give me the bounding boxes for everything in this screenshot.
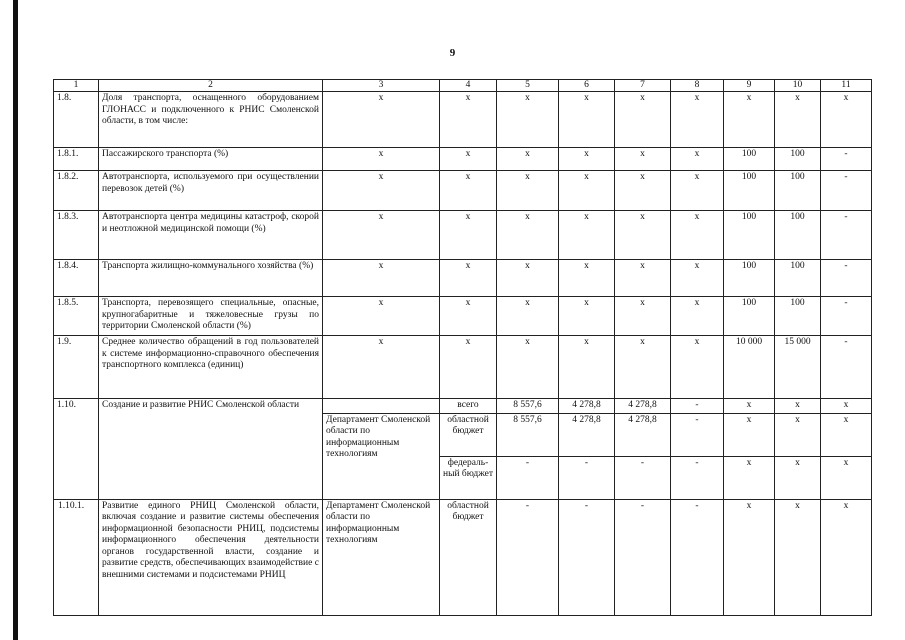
table-cell: - [821,171,872,211]
table-cell: х [440,297,497,336]
column-header: 10 [775,80,821,92]
table-cell: х [615,148,671,171]
column-header: 7 [615,80,671,92]
table-cell: х [821,399,872,414]
table-cell: х [775,92,821,148]
column-header: 3 [323,80,440,92]
table-cell: х [497,260,559,297]
table-cell: - [671,399,724,414]
table-cell: х [323,297,440,336]
row-number: 1.8. [54,92,99,148]
table-cell: х [440,148,497,171]
table-cell: х [559,211,615,260]
table-cell: х [821,499,872,615]
table-cell: х [671,211,724,260]
table-cell: х [497,148,559,171]
table-cell: 4 278,8 [559,413,615,456]
scan-edge-bar [13,0,18,640]
funding-source: областной бюджет [440,499,497,615]
table-cell: х [440,260,497,297]
row-number: 1.9. [54,336,99,399]
table-cell: 4 278,8 [615,399,671,414]
table-cell: х [775,456,821,499]
column-number-row [54,80,872,92]
table-cell: х [440,92,497,148]
table-cell: 100 [724,211,775,260]
table-cell: 4 278,8 [559,399,615,414]
table-cell: - [821,260,872,297]
executor-cell: Департамент Смоленской области по информационным технологиям [323,413,440,499]
table-cell: х [671,260,724,297]
table-cell: х [671,336,724,399]
table-cell: 100 [724,297,775,336]
table-cell: 15 000 [775,336,821,399]
table-cell: х [497,92,559,148]
funding-source: федераль-ный бюджет [440,456,497,499]
table-row [54,399,872,414]
executor-cell: Департамент Смоленской области по информационным технологиям [323,499,440,615]
column-header: 11 [821,80,872,92]
row-description: Автотранспорта центра медицины катастроф, скорой и неотложной медицинской помощи (%) [99,211,323,260]
table-cell: - [821,297,872,336]
table-cell: х [440,211,497,260]
table-cell: 100 [775,171,821,211]
table-cell: х [440,336,497,399]
table-row [54,92,872,148]
table-cell: - [559,456,615,499]
table-cell: х [671,148,724,171]
table-cell: 8 557,6 [497,413,559,456]
row-number: 1.8.2. [54,171,99,211]
table-cell: х [724,456,775,499]
table-cell: х [671,92,724,148]
column-header: 4 [440,80,497,92]
table-cell: 100 [775,297,821,336]
table-cell: - [497,456,559,499]
table-cell: х [724,499,775,615]
table-cell: 4 278,8 [615,413,671,456]
table-cell: х [724,413,775,456]
table-cell: х [559,148,615,171]
funding-source: всего [440,399,497,414]
column-header: 6 [559,80,615,92]
table-row [54,336,872,399]
table-cell: - [615,456,671,499]
row-description: Автотранспорта, используемого при осуществлении перевозок детей (%) [99,171,323,211]
table-cell: х [559,260,615,297]
table-cell: х [821,413,872,456]
table-cell: х [615,260,671,297]
table-cell: х [671,297,724,336]
table-cell: х [821,92,872,148]
column-header: 1 [54,80,99,92]
table-cell: 100 [775,260,821,297]
program-table [53,79,872,616]
table-cell: - [615,499,671,615]
table-cell: - [821,211,872,260]
row-description: Транспорта жилищно-коммунального хозяйства (%) [99,260,323,297]
table-cell: х [821,456,872,499]
table-cell: х [323,336,440,399]
row-number: 1.8.1. [54,148,99,171]
table-cell: - [497,499,559,615]
row-description: Создание и развитие РНИС Смоленской области [99,399,323,500]
row-description: Пассажирского транспорта (%) [99,148,323,171]
row-description: Транспорта, перевозящего специальные, опасные, крупногабаритные и тяжеловесные грузы по территории Смоленской области (%) [99,297,323,336]
executor-cell [323,399,440,414]
column-header: 2 [99,80,323,92]
table-cell: 10 000 [724,336,775,399]
funding-source: областной бюджет [440,413,497,456]
row-description: Доля транспорта, оснащенного оборудованием ГЛОНАСС и подключенного к РНИС Смоленской области, в том числе: [99,92,323,148]
table-cell: х [497,211,559,260]
table-cell: 100 [775,211,821,260]
table-row [54,148,872,171]
table-cell: х [559,336,615,399]
row-description: Развитие единого РНИЦ Смоленской области, включая создание и развитие системы обеспечения информационной безопасности РНИЦ, подсистемы информационного обеспечения деятельности органов государственной власти, создание и развитие средств, обеспечивающих взаимодействие с внешними системами и подсистемами РНИЦ [99,499,323,615]
table-cell: х [615,297,671,336]
table-cell: - [559,499,615,615]
table-cell: х [775,413,821,456]
table-cell: - [671,413,724,456]
table-cell: х [323,260,440,297]
table-cell: х [615,92,671,148]
table-row [54,499,872,615]
table-cell: 100 [724,171,775,211]
table-cell: х [323,211,440,260]
table-cell: х [323,171,440,211]
table-cell: х [497,336,559,399]
table-cell: х [559,297,615,336]
table-cell: х [497,297,559,336]
table-cell: х [440,171,497,211]
table-cell: 100 [724,260,775,297]
table-cell: х [671,171,724,211]
column-header: 8 [671,80,724,92]
table-cell: х [323,92,440,148]
table-cell: 100 [724,148,775,171]
row-number: 1.10. [54,399,99,500]
table-cell: х [559,171,615,211]
table-cell: - [671,456,724,499]
table-cell: х [497,171,559,211]
page-number: 9 [449,47,456,59]
table-cell: - [821,148,872,171]
table-cell: х [724,399,775,414]
table-row [54,297,872,336]
table-cell: 100 [775,148,821,171]
row-number: 1.8.3. [54,211,99,260]
table-row [54,211,872,260]
table-cell: х [559,92,615,148]
table-cell: х [775,499,821,615]
table-cell: х [615,336,671,399]
table-row [54,171,872,211]
table-cell: 8 557,6 [497,399,559,414]
column-header: 5 [497,80,559,92]
table-cell: - [671,499,724,615]
row-number: 1.8.5. [54,297,99,336]
row-description: Среднее количество обращений в год пользователей к системе информационно-справочного обеспечения транспортного комплекса (единиц) [99,336,323,399]
table-cell: х [615,171,671,211]
row-number: 1.8.4. [54,260,99,297]
table-cell: х [775,399,821,414]
table-cell: - [821,336,872,399]
table-cell: х [323,148,440,171]
table-row [54,260,872,297]
table-cell: х [615,211,671,260]
column-header: 9 [724,80,775,92]
table-cell: х [724,92,775,148]
row-number: 1.10.1. [54,499,99,615]
